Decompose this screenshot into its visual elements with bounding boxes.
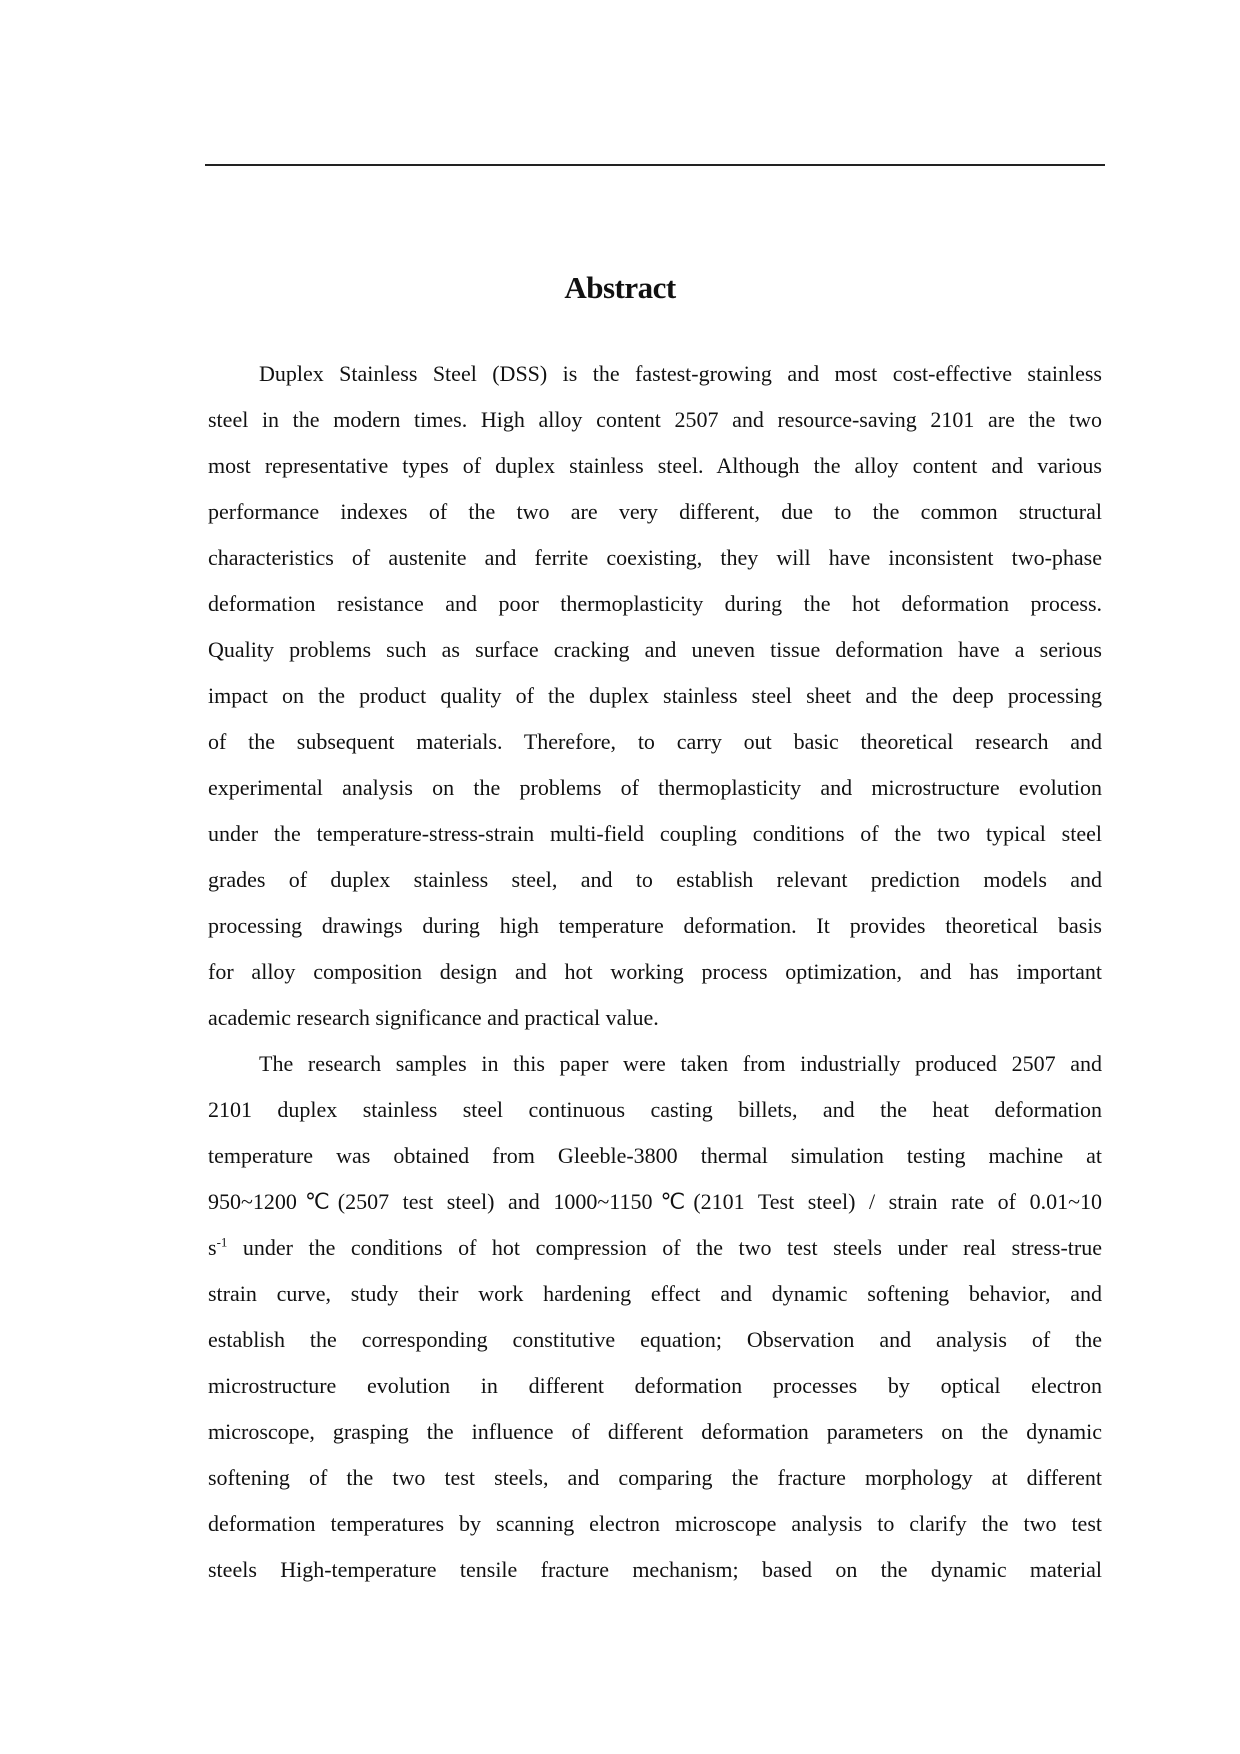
text-line: processing drawings during high temperature deformation. It provides theoretical basis bbox=[208, 913, 1102, 938]
text-line: 950~1200℃(2507 test steel) and 1000~1150℃(2101 Test steel) / strain rate of 0.01~10 bbox=[208, 1189, 1102, 1214]
text-line: steels High-temperature tensile fracture mechanism; based on the dynamic material bbox=[208, 1557, 1102, 1582]
text-line: performance indexes of the two are very different, due to the common structural bbox=[208, 499, 1102, 524]
text-line: The research samples in this paper were taken from industrially produced 2507 and bbox=[259, 1051, 1102, 1076]
text-line: most representative types of duplex stainless steel. Although the alloy content and various bbox=[208, 453, 1102, 478]
text-line: strain curve, study their work hardening effect and dynamic softening behavior, and bbox=[208, 1281, 1102, 1306]
text-line: characteristics of austenite and ferrite coexisting, they will have inconsistent two-phase bbox=[208, 545, 1102, 570]
text-line: deformation resistance and poor thermoplasticity during the hot deformation process. bbox=[208, 591, 1102, 616]
text-line: 2101 duplex stainless steel continuous casting billets, and the heat deformation bbox=[208, 1097, 1102, 1122]
text-line: steel in the modern times. High alloy content 2507 and resource-saving 2101 are the two bbox=[208, 407, 1102, 432]
header-rule bbox=[205, 164, 1105, 166]
text-line: academic research significance and practical value. bbox=[208, 1005, 659, 1030]
text-line: impact on the product quality of the duplex stainless steel sheet and the deep processing bbox=[208, 683, 1102, 708]
text-line: Duplex Stainless Steel (DSS) is the fastest-growing and most cost-effective stainless bbox=[259, 361, 1102, 386]
text-line: softening of the two test steels, and comparing the fracture morphology at different bbox=[208, 1465, 1102, 1490]
text-line: grades of duplex stainless steel, and to establish relevant prediction models and bbox=[208, 867, 1102, 892]
text-line: microstructure evolution in different deformation processes by optical electron bbox=[208, 1373, 1102, 1398]
text-line: for alloy composition design and hot working process optimization, and has important bbox=[208, 959, 1102, 984]
unit-base: s bbox=[208, 1235, 217, 1260]
text-line: Quality problems such as surface cracking and uneven tissue deformation have a serious bbox=[208, 637, 1102, 662]
unit-exponent: -1 bbox=[216, 1234, 228, 1250]
text-line: deformation temperatures by scanning electron microscope analysis to clarify the two test bbox=[208, 1511, 1102, 1536]
paragraph-2 bbox=[208, 1046, 1102, 1598]
text-line: microscope, grasping the influence of different deformation parameters on the dynamic bbox=[208, 1419, 1102, 1444]
abstract-body bbox=[208, 356, 1102, 1598]
text-line: experimental analysis on the problems of thermoplasticity and microstructure evolution bbox=[208, 775, 1102, 800]
line-text: under the conditions of hot compression of the two test steels under real stress-true bbox=[227, 1235, 1102, 1260]
text-line: establish the corresponding constitutive equation; Observation and analysis of the bbox=[208, 1327, 1102, 1352]
paragraph-1 bbox=[208, 356, 1102, 1046]
text-line bbox=[208, 1230, 1102, 1276]
text-line: temperature was obtained from Gleeble-3800 thermal simulation testing machine at bbox=[208, 1143, 1102, 1168]
text-line: under the temperature-stress-strain multi-field coupling conditions of the two typical steel bbox=[208, 821, 1102, 846]
text-line: of the subsequent materials. Therefore, to carry out basic theoretical research and bbox=[208, 729, 1102, 754]
page-title: Abstract bbox=[564, 270, 676, 305]
